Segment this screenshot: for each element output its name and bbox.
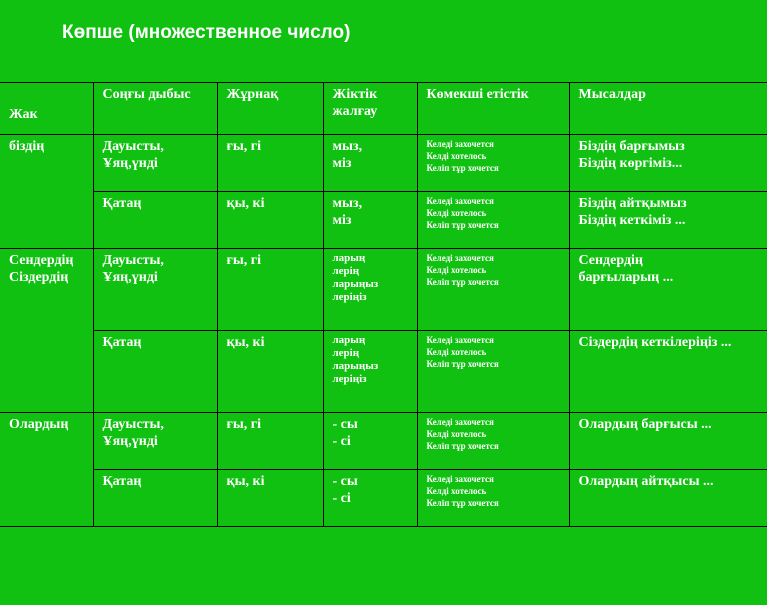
last-sound-text: Дауысты, [102, 417, 164, 432]
aux-verb-cell [417, 331, 569, 413]
ending-text: - сі [332, 434, 351, 449]
ending-cell [323, 331, 417, 413]
aux-line: Келді хотелось [426, 208, 487, 218]
last-sound-text: Қатаң [102, 196, 142, 211]
example-text: Біздің барғымыз [578, 139, 685, 154]
examples-cell [569, 331, 767, 413]
aux-line: Келеді захочется [426, 474, 494, 484]
ending-text: ларың [332, 252, 366, 264]
aux-verb-cell [417, 192, 569, 249]
page-title: Көпше (множественное число) [62, 22, 351, 43]
suffix-cell: ғы, гі [217, 413, 323, 470]
header-row [0, 83, 767, 135]
aux-line: Келіп тұр хочется [426, 359, 499, 369]
aux-verb-cell [417, 249, 569, 331]
examples-cell [569, 249, 767, 331]
header-jak [0, 83, 93, 135]
header-last-sound: Соңғы дыбыс [93, 83, 217, 135]
last-sound-cell [93, 135, 217, 192]
header-suffix: Жұрнақ [217, 83, 323, 135]
last-sound-cell [93, 413, 217, 470]
suffix-cell: ғы, гі [217, 135, 323, 192]
aux-line: Келеді захочется [426, 139, 494, 149]
last-sound-cell [93, 249, 217, 331]
example-text: Олардың айтқысы ... [578, 474, 714, 489]
ending-cell [323, 192, 417, 249]
ending-text: - сы [332, 474, 358, 489]
aux-line: Келді хотелось [426, 347, 487, 357]
aux-line: Келіп тұр хочется [426, 220, 499, 230]
header-jak-label: Жак [9, 107, 38, 122]
suffix-cell: қы, кі [217, 331, 323, 413]
header-aux-verb: Көмекші етістік [417, 83, 569, 135]
jak-cell [0, 413, 93, 527]
plural-grammar-table [0, 82, 767, 527]
ending-text: - сы [332, 417, 358, 432]
last-sound-text: Ұяң,үнді [102, 156, 158, 171]
examples-cell [569, 135, 767, 192]
aux-line: Келеді захочется [426, 196, 494, 206]
aux-line: Келді хотелось [426, 151, 487, 161]
aux-line: Келіп тұр хочется [426, 498, 499, 508]
ending-cell [323, 470, 417, 527]
ending-text: ларың [332, 334, 366, 346]
jak-cell [0, 249, 93, 413]
aux-line: Келеді захочется [426, 417, 494, 427]
last-sound-cell [93, 331, 217, 413]
ending-text: мыз, [332, 139, 363, 154]
ending-text: міз [332, 213, 352, 228]
aux-verb-cell [417, 470, 569, 527]
ending-cell [323, 135, 417, 192]
header-examples: Мысалдар [569, 83, 767, 135]
last-sound-text: Дауысты, [102, 139, 164, 154]
ending-cell [323, 413, 417, 470]
aux-line: Келіп тұр хочется [426, 277, 499, 287]
example-text: Сіздердің кеткілеріңіз ... [578, 335, 732, 350]
aux-line: Келіп тұр хочется [426, 441, 499, 451]
example-text: Сендердің [578, 253, 643, 268]
example-text: барғыларың ... [578, 270, 674, 285]
aux-line: Келді хотелось [426, 486, 487, 496]
ending-text: леріңіз [332, 373, 367, 385]
suffix-cell: ғы, гі [217, 249, 323, 331]
last-sound-text: Қатаң [102, 474, 142, 489]
examples-cell [569, 413, 767, 470]
header-ending: Жіктік жалғау [323, 83, 417, 135]
aux-line: Келеді захочется [426, 335, 494, 345]
jak-text: Сендердің [9, 253, 74, 268]
aux-line: Келіп тұр хочется [426, 163, 499, 173]
ending-text: - сі [332, 491, 351, 506]
ending-text: міз [332, 156, 352, 171]
aux-line: Келеді захочется [426, 253, 494, 263]
example-text: Біздің кеткіміз ... [578, 213, 686, 228]
last-sound-cell [93, 470, 217, 527]
suffix-cell: қы, кі [217, 192, 323, 249]
examples-cell [569, 192, 767, 249]
jak-cell [0, 135, 93, 249]
table-row [0, 413, 767, 470]
examples-cell [569, 470, 767, 527]
example-text: Олардың барғысы ... [578, 417, 712, 432]
ending-text: леріңіз [332, 291, 367, 303]
last-sound-text: Ұяң,үнді [102, 270, 158, 285]
table-row [0, 192, 767, 249]
table-row [0, 135, 767, 192]
table-row [0, 470, 767, 527]
last-sound-text: Ұяң,үнді [102, 434, 158, 449]
ending-text: ларыңыз [332, 278, 379, 290]
table-row [0, 249, 767, 331]
ending-text: лерің [332, 265, 360, 277]
ending-cell [323, 249, 417, 331]
ending-text: ларыңыз [332, 360, 379, 372]
example-text: Біздің айтқымыз [578, 196, 687, 211]
jak-text: біздің [9, 139, 45, 154]
suffix-cell: қы, кі [217, 470, 323, 527]
ending-text: мыз, [332, 196, 363, 211]
aux-line: Келді хотелось [426, 429, 487, 439]
last-sound-text: Дауысты, [102, 253, 164, 268]
aux-line: Келді хотелось [426, 265, 487, 275]
jak-text: Олардың [9, 417, 69, 432]
aux-verb-cell [417, 413, 569, 470]
ending-text: лерің [332, 347, 360, 359]
example-text: Біздің көргіміз... [578, 156, 683, 171]
last-sound-text: Қатаң [102, 335, 142, 350]
aux-verb-cell [417, 135, 569, 192]
table-row [0, 331, 767, 413]
jak-text: Сіздердің [9, 270, 69, 285]
last-sound-cell [93, 192, 217, 249]
